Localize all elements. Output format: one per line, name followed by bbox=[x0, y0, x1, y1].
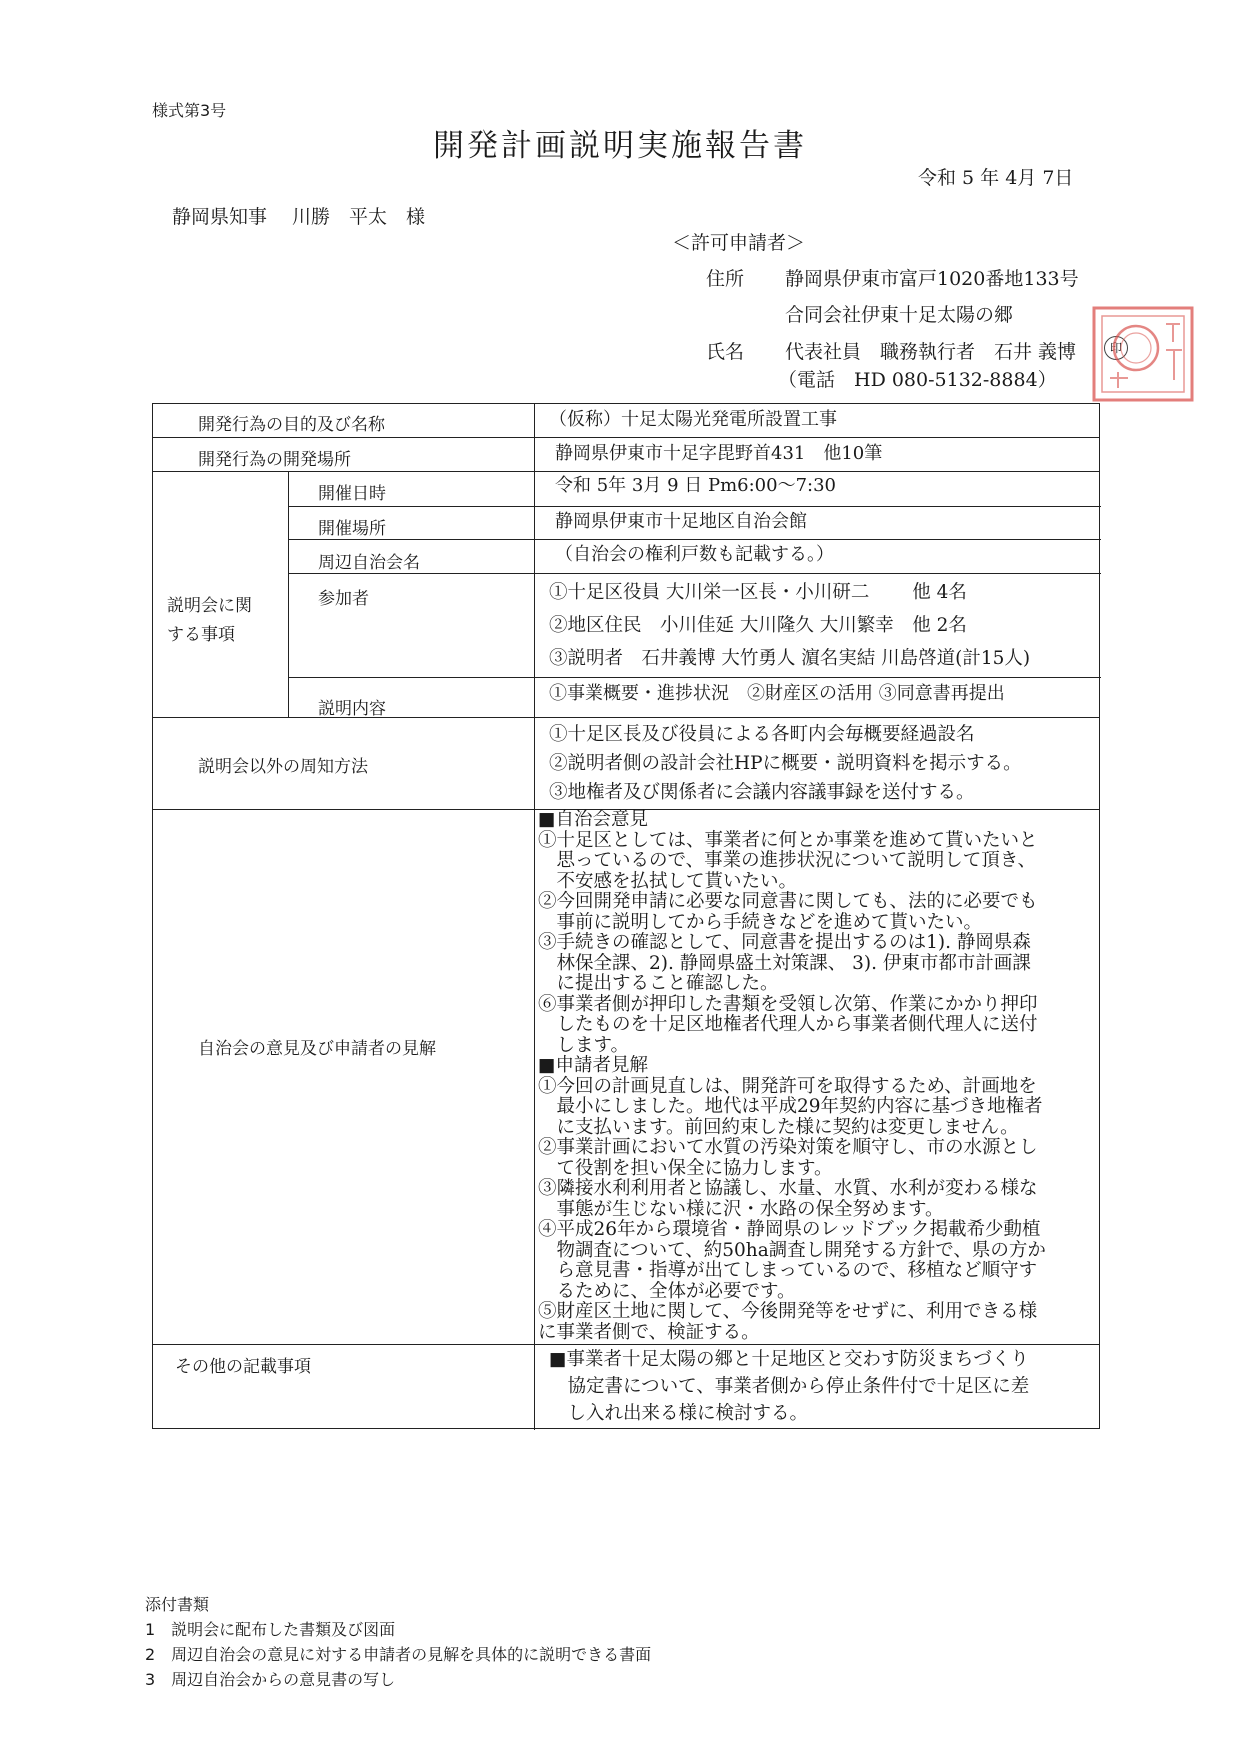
attachments bbox=[145, 1592, 651, 1692]
location-value: 静岡県伊東市十足字毘野首431 他10筆 bbox=[555, 443, 883, 464]
notice-line: ②説明者側の設計会社HPに概要・説明資料を掲示する。 bbox=[549, 753, 1022, 774]
opinion-line: 不安感を払拭して貰いたい。 bbox=[538, 870, 798, 892]
other-notice-list bbox=[549, 720, 1022, 807]
opinion-line: 物調査について、約50ha調査し開発する方針で、県の方か bbox=[538, 1239, 1046, 1261]
opinion-line: ④平成26年から環境省・静岡県のレッドブック掲載希少動植 bbox=[538, 1219, 1041, 1240]
opinion-line: に支払います。前回約束した様に契約は変更しません。 bbox=[538, 1116, 1019, 1138]
attachments-heading: 添付書類 bbox=[145, 1595, 210, 1614]
form-number: 様式第3号 bbox=[152, 101, 227, 120]
opinion-line: します。 bbox=[538, 1034, 630, 1056]
participants-label: 参加者 bbox=[318, 589, 369, 609]
notice-line: ①十足区長及び役員による各町内会毎概要経過設名 bbox=[549, 724, 975, 745]
seal-mark: 印 bbox=[1104, 336, 1128, 360]
opinion-line: ①今回の計画見直しは、開発許可を取得するため、計画地を bbox=[538, 1075, 1037, 1097]
location-label: 開発行為の開発場所 bbox=[198, 450, 351, 470]
opinion-label: 自治会の意見及び申請者の見解 bbox=[198, 1039, 436, 1059]
opinion-line: 事態が生じない様に沢・水路の保全努めます。 bbox=[538, 1198, 944, 1220]
notice-line: ③地権者及び関係者に会議内容議事録を送付する。 bbox=[549, 782, 975, 803]
opinion-line: て役割を担い保全に協力します。 bbox=[538, 1157, 833, 1179]
report-table bbox=[152, 403, 1100, 1429]
misc-label: その他の記載事項 bbox=[175, 1357, 311, 1377]
opinion-line: ■申請者見解 bbox=[538, 1055, 648, 1076]
address-value: 静岡県伊東市富戸1020番地133号 bbox=[785, 268, 1079, 290]
misc-line: 協定書について、事業者側から停止条件付で十足区に差 bbox=[549, 1376, 1030, 1397]
association-value: （自治会の権利戸数も記載する。） bbox=[555, 544, 834, 565]
address-label: 住所 bbox=[706, 268, 745, 290]
opinion-line: 事前に説明してから手続きなどを進めて貰いたい。 bbox=[538, 911, 983, 933]
company-name: 合同会社伊東十足太陽の郷 bbox=[785, 304, 1014, 326]
participants-list bbox=[549, 576, 1030, 675]
opinion-line: 思っているので、事業の進捗状況について説明して頂き、 bbox=[538, 850, 1037, 871]
opinion-line: に事業者側で、検証する。 bbox=[538, 1321, 760, 1343]
applicant-heading: ＜許可申請者＞ bbox=[672, 232, 806, 254]
phone-number: （電話 HD 080-5132-8884） bbox=[778, 369, 1057, 391]
datetime-value: 令和 5年 3月 9 日 Pm6:00～7:30 bbox=[555, 475, 836, 496]
opinion-line: に提出すること確認した。 bbox=[538, 973, 779, 994]
opinion-line: ■自治会意見 bbox=[538, 809, 648, 830]
venue-value: 静岡県伊東市十足地区自治会館 bbox=[555, 511, 807, 532]
opinion-line: ②事業計画において水質の汚染対策を順守し、市の水源とし bbox=[538, 1137, 1038, 1158]
misc-line: し入れ出来る様に検討する。 bbox=[549, 1403, 809, 1424]
name-value: 代表社員 職務執行者 石井 義博 bbox=[785, 341, 1077, 363]
page-title: 開発計画説明実施報告書 bbox=[433, 128, 807, 164]
report-date: 令和 5 年 4月 7日 bbox=[918, 167, 1074, 189]
attachment-item: 1 説明会に配布した書類及び図面 bbox=[145, 1620, 396, 1639]
opinion-line: 最小にしました。地代は平成29年契約内容に基づき地権者 bbox=[538, 1096, 1043, 1117]
opinion-line: ⑤財産区土地に関して、今後開発等をせずに、利用できる様 bbox=[538, 1301, 1038, 1322]
purpose-label: 開発行為の目的及び名称 bbox=[198, 415, 385, 435]
purpose-value: （仮称）十足太陽光発電所設置工事 bbox=[549, 409, 837, 430]
company-seal-stamp bbox=[1088, 302, 1198, 406]
opinion-line: ③隣接水利利用者と協議し、水量、水質、水利が変わる様な bbox=[538, 1178, 1038, 1199]
misc-line: ■事業者十足太陽の郷と十足地区と交わす防災まちづくり bbox=[549, 1349, 1029, 1370]
content-label: 説明内容 bbox=[318, 699, 386, 719]
attachment-item: 3 周辺自治会からの意見書の写し bbox=[145, 1670, 396, 1689]
meeting-group-label-2: する事項 bbox=[167, 625, 235, 645]
association-label: 周辺自治会名 bbox=[318, 553, 420, 573]
opinion-line: ②今回開発申請に必要な同意書に関しても、法的に必要でも bbox=[538, 891, 1038, 912]
participant-line: ③説明者 石井義博 大竹勇人 濵名実結 川島啓道(計15人) bbox=[549, 648, 1031, 669]
meeting-group-label-1: 説明会に関 bbox=[167, 596, 252, 616]
participant-line: ②地区住民 小川佳延 大川隆久 大川繁幸 他 2名 bbox=[549, 615, 967, 636]
opinion-text bbox=[538, 810, 1046, 1343]
other-notice-label: 説明会以外の周知方法 bbox=[198, 757, 368, 777]
attachment-item: 2 周辺自治会の意見に対する申請者の見解を具体的に説明できる書面 bbox=[145, 1645, 652, 1664]
opinion-line: ①十足区としては、事業者に何とか事業を進めて貰いたいと bbox=[538, 829, 1038, 851]
opinion-line: したものを十足区地権者代理人から事業者側代理人に送付 bbox=[538, 1014, 1038, 1035]
venue-label: 開催場所 bbox=[318, 519, 386, 539]
opinion-line: 林保全課、2). 静岡県盛土対策課、 3). 伊東市都市計画課 bbox=[538, 952, 1031, 974]
addressee: 静岡県知事 川勝 平太 様 bbox=[172, 206, 426, 228]
opinion-line: るために、全体が必要です。 bbox=[538, 1280, 796, 1302]
participant-line: ①十足区役員 大川栄一区長・小川研二 他 4名 bbox=[549, 582, 967, 603]
misc-text bbox=[549, 1346, 1029, 1427]
opinion-line: ⑥事業者側が押印した書類を受領し次第、作業にかかり押印 bbox=[538, 993, 1038, 1015]
datetime-label: 開催日時 bbox=[318, 484, 386, 504]
content-value: ①事業概要・進捗状況 ②財産区の活用 ③同意書再提出 bbox=[549, 683, 1005, 704]
name-label: 氏名 bbox=[706, 341, 745, 363]
opinion-line: ③手続きの確認として、同意書を提出するのは1). 静岡県森 bbox=[538, 932, 1031, 953]
opinion-line: ら意見書・指導が出てしまっているので、移植など順守す bbox=[538, 1260, 1038, 1281]
